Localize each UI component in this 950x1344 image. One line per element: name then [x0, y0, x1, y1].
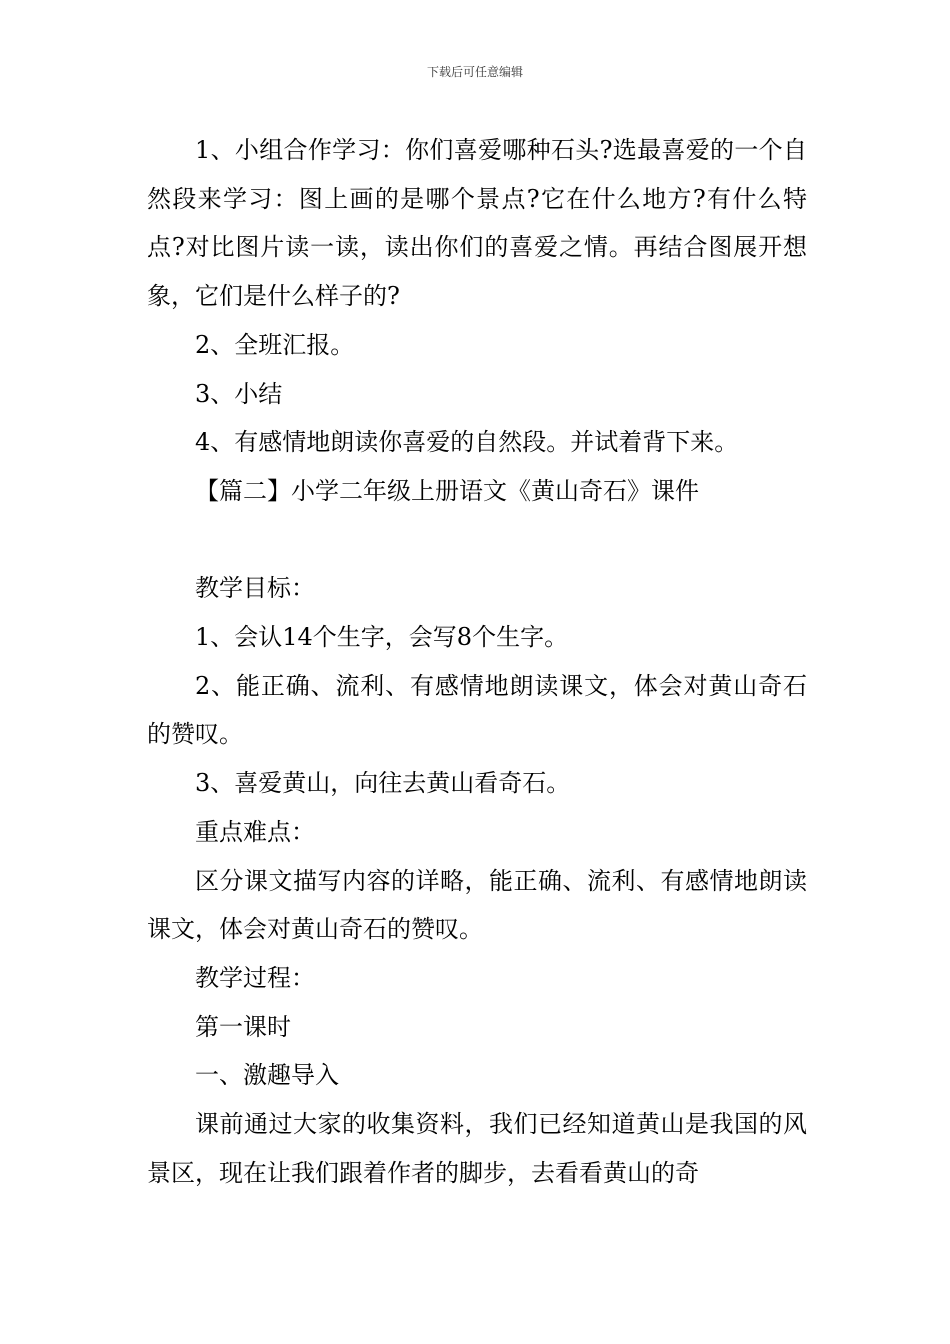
heading-key-points: 重点难点： — [195, 817, 315, 846]
document-body — [147, 126, 807, 1197]
heading-teaching-process: 教学过程： — [195, 963, 315, 992]
page-header: 下载后可任意编辑 — [426, 65, 523, 79]
heading-first-lesson: 第一课时 — [195, 1012, 291, 1041]
heading-teaching-goals: 教学目标： — [195, 574, 315, 603]
paragraph-group-study: 1、小组合作学习：你们喜爱哪种石头?选最喜爱的一个自然段来学习：图上画的是哪个景点?它在什么地方?有什么特点?对比图片读一读，读出你们的喜爱之情。再结合图展开想象，它们是什么样子的? — [147, 136, 807, 311]
paragraph-class-report: 2、全班汇报。 — [195, 330, 355, 359]
section-title-part-two: 【篇二】小学二年级上册语文《黄山奇石》课件 — [195, 476, 699, 505]
goal-item-1: 1、会认14个生字，会写8个生字。 — [195, 623, 569, 652]
introduction-text: 课前通过大家的收集资料，我们已经知道黄山是我国的风景区，现在让我们跟着作者的脚步，去看看黄山的奇 — [147, 1110, 807, 1187]
goal-item-3: 3、喜爱黄山，向往去黄山看奇石。 — [195, 769, 571, 798]
key-points-text: 区分课文描写内容的详略，能正确、流利、有感情地朗读课文，体会对黄山奇石的赞叹。 — [147, 866, 807, 944]
paragraph-summary: 3、小结 — [195, 379, 283, 408]
heading-introduction: 一、激趣导入 — [195, 1061, 339, 1090]
paragraph-read-aloud: 4、有感情地朗读你喜爱的自然段。并试着背下来。 — [195, 428, 739, 457]
goal-item-2: 2、能正确、流利、有感情地朗读课文，体会对黄山奇石的赞叹。 — [147, 671, 807, 749]
blank-line — [147, 516, 807, 565]
